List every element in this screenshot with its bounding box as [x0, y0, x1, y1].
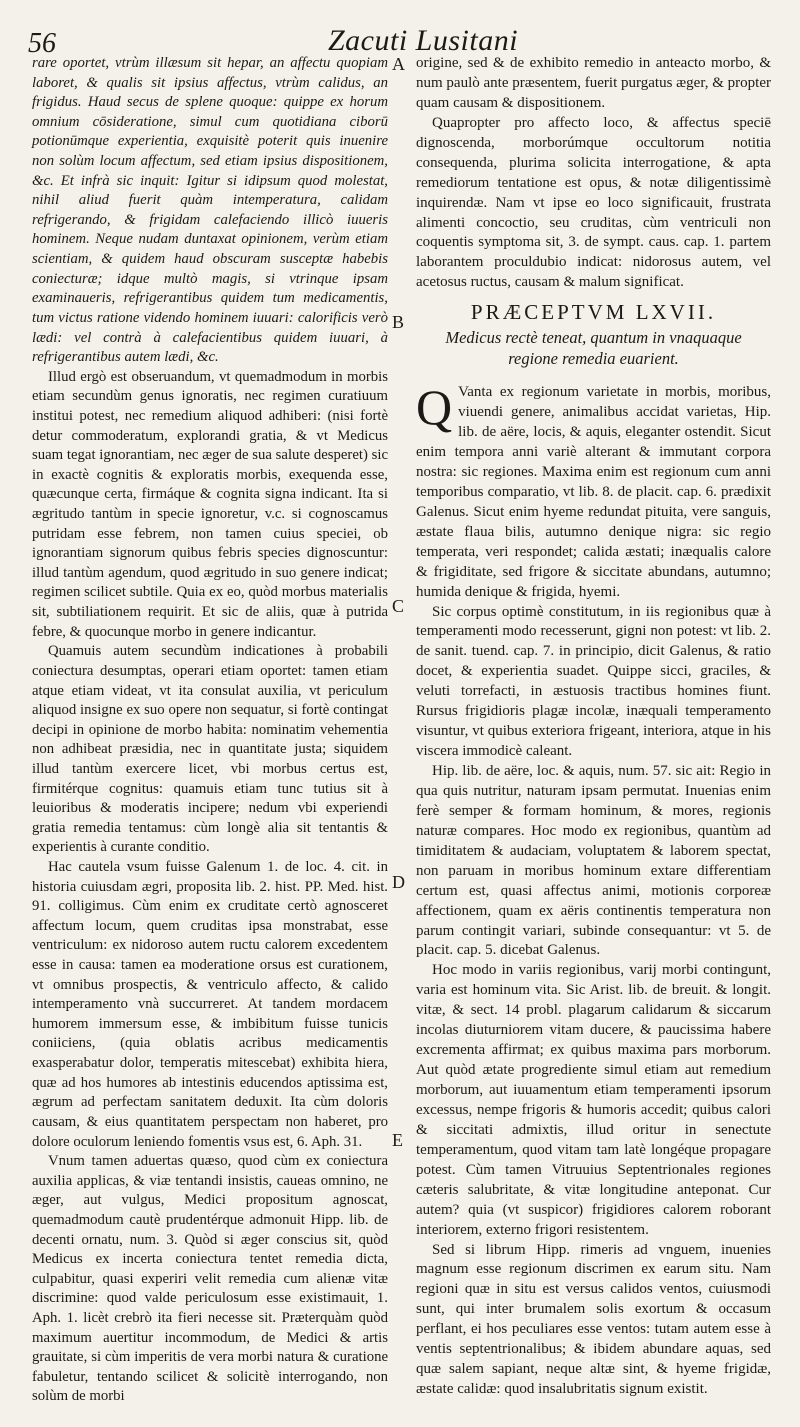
paragraph: Illud ergò est obseruandum, vt quemadmodum in morbis etiam secundùm genus ignoratis, nec regimen curatiuum institui potest, nec remedium aliquod adhiberi: (nisi fortè detur commoderatum, explorandi gratia, & vt Medicus suam tegat ignorantiam, nec æger de sua salute desperet) sic in exactè cognitis & exploratis morbis, exequenda esse, quæcunque certa, firmáque & cognita signa indicant. Ita si ægritudo tantùm in specie ignoretur, v.c. si cognoscamus putridam esse febrem, non tamen cuius speciei, ob ignorantiam signorum quibus febris species dignoscuntur: illud tantùm agendum, quod ægritudo in suo genere indicat; regimen scilicet subtile. Quia ex eo, quòd morbus materialis sit, subtiliationem requirit. Et sic de aliis, quæ à putrida febre, & quocunque morbo in genere indicantur. — [32, 368, 388, 640]
margin-letter-d: D — [392, 872, 405, 892]
paragraph: origine, sed & de exhibito remedio in anteacto morbo, & num paulò ante præsentem, fuerit purgatus æger, & propter quam causam & dispositionem. — [416, 55, 771, 111]
section-heading: PRÆCEPTVM LXVII. — [470, 300, 717, 325]
paragraph: Hip. lib. de aëre, loc. & aquis, num. 57. sic ait: Regio in qua quis nutritur, naturam ipsam permutat. Inuenias enim ferè semper & formam hominum, & mores, regionis naturæ compares. Hoc modo ex regionibus, quantùm ad timiditatem & audaciam, voluptatem & laborem spectat, non paruam in moribus hominum extare differentiam certum est, quasi affectus animi, motionis corporeæ affectionem, quam ex aëris continentis temperatura non parum contingit variari, subinde consequantur: vt 5. de placit. cap. 5. dicebat Galenus. — [416, 763, 771, 959]
margin-letter-e: E — [392, 1130, 403, 1150]
section-subheading: Medicus rectè teneat, quantum in vnaquaque regione remedia euarient. — [445, 328, 742, 369]
running-head: Zacuti Lusitani — [328, 24, 519, 57]
margin-letter-a: A — [392, 54, 405, 74]
paragraph: Sic corpus optimè constitutum, in iis regionibus quæ à temperamenti modo recesserunt, gigni non potest: vt lib. 2. de sanit. tuend. cap. 7. in principio, dicit Galenus, & ratio docet, & experientia suadet. Quippe sicci, graciles, & veluti torrefacti, in æstuosis tractibus homines fiunt. Rursus frigidioris plagæ incolæ, inæquali temperamento visuntur, vt quibus exteriora frigeant, interiora, atque in his viscera immodicè caleant. — [416, 603, 771, 760]
margin-letter-b: B — [392, 312, 405, 332]
paragraph-opening — [416, 379, 771, 602]
paragraph: Quapropter pro affecto loco, & affectus speciē dignoscenda, morborúmque occultorum notitia consequenda, plurima solicita interrogatione, & apta remediorum tentatione est opus, & notæ diligentissimè inquirendæ. Nam vt ipse eo loco significauit, frustrata alimenti concoctio, seu cruditas, cùm ventriculi non coquentis symptoma sit, 3. de sympt. caus. cap. 1. partem laborantem proculdubio indicat: nidorosus autem, vel acetosus ructus, causam & malum significat. — [416, 114, 771, 291]
paragraph: Quamuis autem secundùm indicationes à probabili coniectura desumptas, operari etiam oportet: tamen etiam atque etiam videat, vt ita consulat auxilia, vt periculum aliquod insigne ex suo opere non sequatur, si fortè contingat decipi in opinione de morbo habita: nominatim vehementia non adhibeat præsidia, nec in quantitate justa; siquidem illud tantùm exercere licet, vbi morbus certus est, firmitérque cognitus: quamuis etiam tunc tutius sit à leuioribus & moderatis incipere; nedum vbi experiendi gratia remedia tentamus: cùm longè alia sit tentantis & experientis à curante conditio. — [32, 643, 388, 856]
right-column — [416, 54, 771, 1400]
paragraph: Hoc modo in variis regionibus, varij morbi contingunt, varia est hominum vita. Sic Arist. lib. de breuit. & longit. vitæ, & sect. 14 probl. plagarum calidarum & siccarum incolas diuturniorem vitam ducere, & paucissima habere excrementa affirmat; ex quibus maxima pars morborum. Aut quòd ætate progrediente simul etiam aut remedium morborum, aut iuuamentum etiam temperamenti ipsorum excessus, nempe frigoris & humoris accedit; quibus calori & siccitati admixtis, illud oritur in senectute temperamentum, quod vitam tam latè longéque propagare potest. Cùm tamen Vitruuius Septentrionales regiones cæteris salubritate, & vitæ longitudine anteponat. Cur autem? quia (vt suspicor) frigidiores calorem roborant interiorem, externo frigori resistentem. — [416, 962, 771, 1238]
paragraph-text: Vanta ex regionum varietate in morbis, moribus, viuendi genere, animalibus accidat varietas, Hip. lib. de aëre, locis, & aquis, eleganter ostendit. Sicut enim tempora anni variè alterant & immutant corpora nostra: sic regiones. Maxima enim est regionum cum anni temporibus comparatio, vt lib. 8. de placit. cap. 6. prædixit Galenus. Sicut enim hyeme redundat pituita, vere sanguis, æstate flaua bilis, autumno denique nigra: sic regio temperata, veri respondet; calida æstati; inæqualis calore & frigiditate, sed frigore & siccitate abundans, autumno; humida denique & frigida, hyemi. — [416, 384, 771, 600]
drop-cap: Q — [416, 379, 453, 436]
left-column — [32, 54, 388, 1407]
page-header — [0, 22, 800, 59]
margin-letter-c: C — [392, 596, 405, 616]
paragraph-quotation: rare oportet, vtrùm illæsum sit hepar, an affectu quopiam laboret, & qualis sit ipsius affectus, vtrùm calidus, an frigidus. Haud secus de splene quoque: quippe ex horum omnium cōsideratione, simul cum quotidiana ciborū potionūmque experientia, exquisitè poterit quis inuenire non solùm locum affectum, sed etiam ipsius dispositionem, &c. Et infrà sic inquit: Igitur si idipsum quod molestat, nihil aliud fuerit quàm intemperatura, calidam refrigerando, & frigidam calefaciendo illicò iuueris hominem. Neque nudam duntaxat opinionem, verùm etiam scientiam, & quidem haud obscuram susceptæ habebis coniecturæ; idque multò magis, si vtrinque ipsam examinaueris, refrigerantibus quidem tum medicamentis, tum victus ratione videndo hominem iuuari: calorificis verò lædi: vel contrà à calefacientibus quidem iuuari, à refrigerantibus autem lædi, &c. — [32, 55, 388, 366]
page-number: 56 — [28, 28, 56, 59]
paragraph: Sed si librum Hipp. rimeris ad vnguem, inuenies magnum esse regionum discrimen ex earum situ. Nam regioni quæ in situ est versus calidos ventos, cuiusmodi sunt, qui inter brumalem solis exortum & occasum perflant, ei hos peculiares esse ventos: tutam autem esse à ventis septentrionalibus; & ibidem abundare aquas, sed quæ salem sapiant, neque altæ sint, & hyeme frigidæ, æstate calidæ: quod insalubritatis signum existit. — [416, 1241, 771, 1398]
paragraph: Hac cautela vsum fuisse Galenum 1. de loc. 4. cit. in historia cuiusdam ægri, proposita lib. 2. hist. PP. Med. hist. 91. colligimus. Cùm enim ex cruditate certò agnosceret affectum locum, quem cruditas ipsa monstrabat, esse ventriculum: ex nidoroso autem ructu calorem excedentem esse in causa: tamen ea moderatione orsus est curationem, vt omnibus prospectis, & ventriculo affecto, & calido intemperamento vnà succurreret. At tandem mordacem humorem immersum esse, & imbibitum fuisse tunicis coniiciens, (quia oblatis acribus medicamentis exasperabatur dolor, temperatis mitescebat) exhibita hiera, quæ ad hos humores ab intestinis educendos aptissima est, ægrum ad perfectam sanitatem deduxit. Ita cùm doloris causam, & eius quantitatem perspectam non haberet, pro dolore oculorum leniendo fomentis vsus est, 6. Aph. 31. — [32, 858, 388, 1150]
paragraph: Vnum tamen aduertas quæso, quod cùm ex coniectura auxilia applicas, & viæ tentandi insistis, caueas omnino, ne æger, aut vulgus, Medici propositum agnoscat, quemadmodum cautè prudentérque admonuit Hipp. lib. de decenti ornatu, num. 3. Quòd si æger conscius sit, quòd Medicus ex incerta coniectura tentet remedia dicta, culpabitur, quasi experiri velit remedia cum alienæ vitæ discrimine: quod valde periculosum esse existimauit, 1. Aph. 1. licèt crebrò ita fieri necesse sit. Præterquàm quòd maximum auertitur incommodum, de Medici & artis grauitate, si cùm imperitis de vera morbi natura & curatione fabuletur, tentando scilicet & solicitè interrogando, non solùm de morbi — [32, 1153, 388, 1405]
